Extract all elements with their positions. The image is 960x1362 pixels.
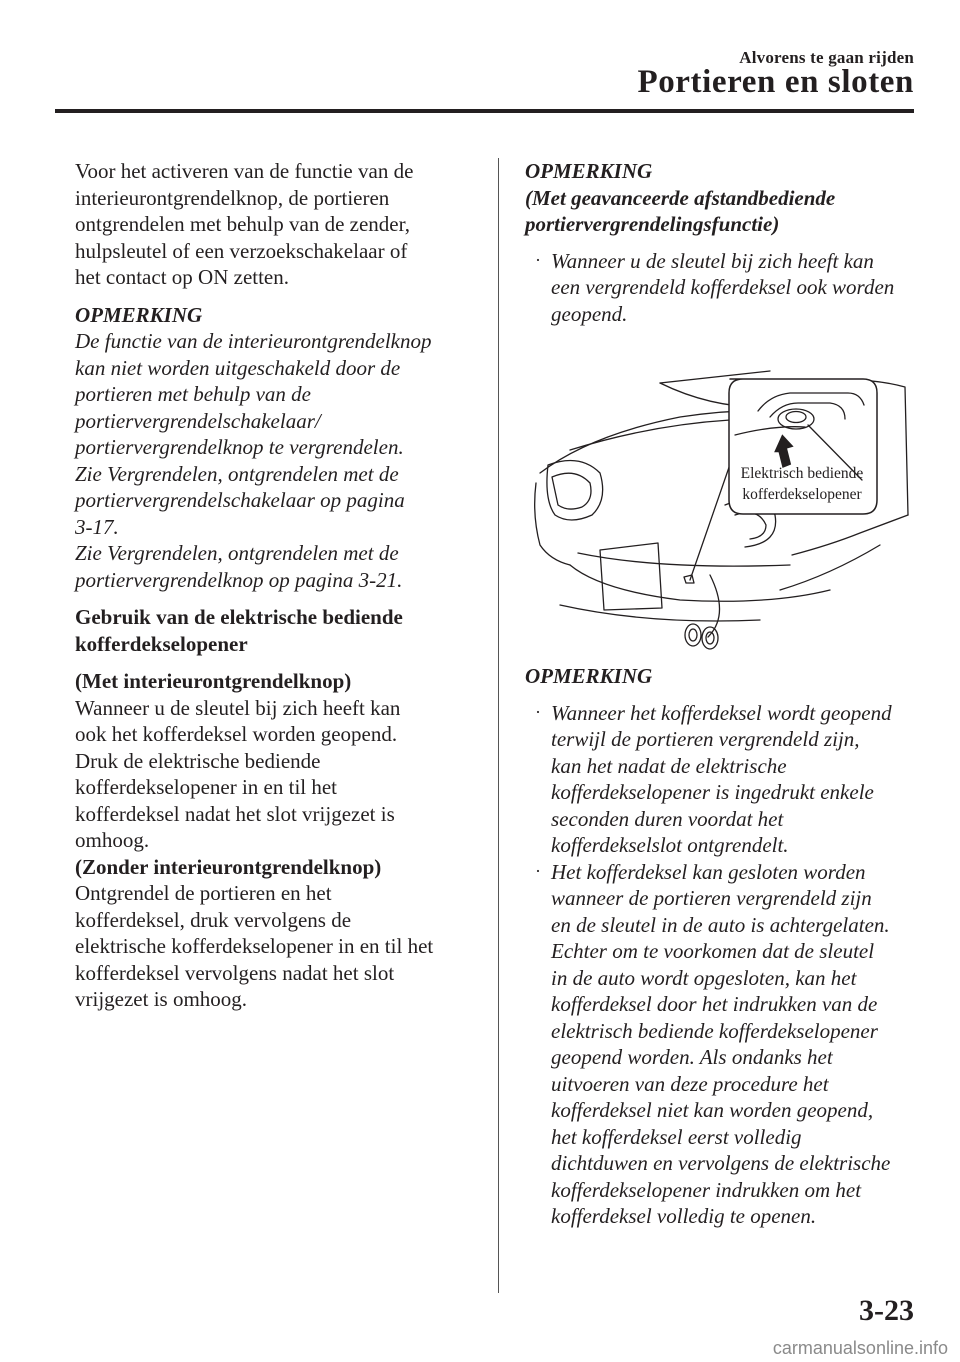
bullet-text: Wanneer het kofferdeksel wordt geopend terwijl de portieren vergrendeld zijn, kan het nadat de elektrische kofferdekselopener is ingedrukt enkele seconden duren voordat het kofferdekselslot ontgrendelt. xyxy=(551,700,892,857)
callout-line-2: kofferdekselopener xyxy=(742,486,862,503)
right-column xyxy=(525,158,925,1230)
bullet-text: Het kofferdeksel kan gesloten worden wanneer de portieren vergrendeld zijn en de sleutel in de auto is achtergelaten. Echter om te voorkomen dat de sleutel in de auto wordt opgesloten, kan het kofferdeksel door het indrukken van de elektrisch bediende kofferdekselopener geopend worden. Als ondanks het uitvoeren van deze procedure het kofferdeksel niet kan worden geopend, het kofferdeksel eerst volledig dichtduwen en vervolgens de elektrische kofferdekselopener indrukken om het kofferdeksel volledig te openen. xyxy=(551,859,891,1228)
note2-bullets xyxy=(525,700,925,1230)
column-divider xyxy=(498,158,499,1293)
header-rule xyxy=(55,109,914,113)
list-item xyxy=(525,248,925,328)
car-rear-illustration xyxy=(530,365,915,665)
list-item xyxy=(525,700,925,859)
bullet-icon: · xyxy=(535,249,541,270)
trunk-opener-figure xyxy=(530,365,915,665)
note2-heading: OPMERKING xyxy=(525,664,653,688)
intro-paragraph: Voor het activeren van de functie van de interieurontgrendelknop, de portieren ontgrendelen met behulp van de zender, hulpsleutel of een verzoekschakelaar of het contact op ON zetten. xyxy=(75,159,414,289)
left-column xyxy=(75,158,485,1013)
note-body: De functie van de interieurontgrendelknop kan niet worden uitgeschakeld door de portieren met behulp van de portiervergrendelschakelaar/ portiervergrendelknop te vergrendelen. Zie Vergrendelen, ontgrendelen met de portiervergrendelschakelaar op pagina 3-17. Zie Vergrendelen, ontgrendelen met de portiervergrendelknop op pagina 3-21. xyxy=(75,329,432,592)
list-item xyxy=(525,859,925,1230)
note-heading: OPMERKING xyxy=(75,302,203,327)
with-interior-unlock-body: Wanneer u de sleutel bij zich heeft kan ook het kofferdeksel worden geopend. Druk de elektrische bediende kofferdekselopener in en til het kofferdeksel nadat het slot vrijgezet is omhoog. xyxy=(75,695,401,852)
callout-line-1: Elektrisch bediende xyxy=(740,465,864,482)
note1-heading: OPMERKING xyxy=(525,159,653,183)
bullet-icon: · xyxy=(535,701,541,722)
without-interior-unlock-body: Ontgrendel de portieren en het kofferdeksel, druk vervolgens de elektrische kofferdekselopener in en til het kofferdeksel vervolgens nadat het slot vrijgezet is omhoog. xyxy=(75,881,434,1011)
section-title: Portieren en sloten xyxy=(637,64,914,100)
note1-bullet xyxy=(525,248,925,328)
bullet-text: Wanneer u de sleutel bij zich heeft kan een vergrendeld kofferdeksel ook worden geopend. xyxy=(551,248,895,326)
with-interior-unlock-heading: (Met interieurontgrendelknop) xyxy=(75,669,352,693)
bullet-icon: · xyxy=(535,860,541,881)
page-number: 3-23 xyxy=(859,1294,914,1327)
chapter-title: Alvorens te gaan rijden xyxy=(739,48,914,67)
note1-subheading: (Met geavanceerde afstandbediende portiervergrendelingsfunctie) xyxy=(525,185,836,236)
without-interior-unlock-heading: (Zonder interieurontgrendelknop) xyxy=(75,854,382,879)
trunk-opener-heading: Gebruik van de elektrische bediende kofferdekselopener xyxy=(75,605,403,656)
watermark: carmanualsonline.info xyxy=(772,1338,948,1358)
